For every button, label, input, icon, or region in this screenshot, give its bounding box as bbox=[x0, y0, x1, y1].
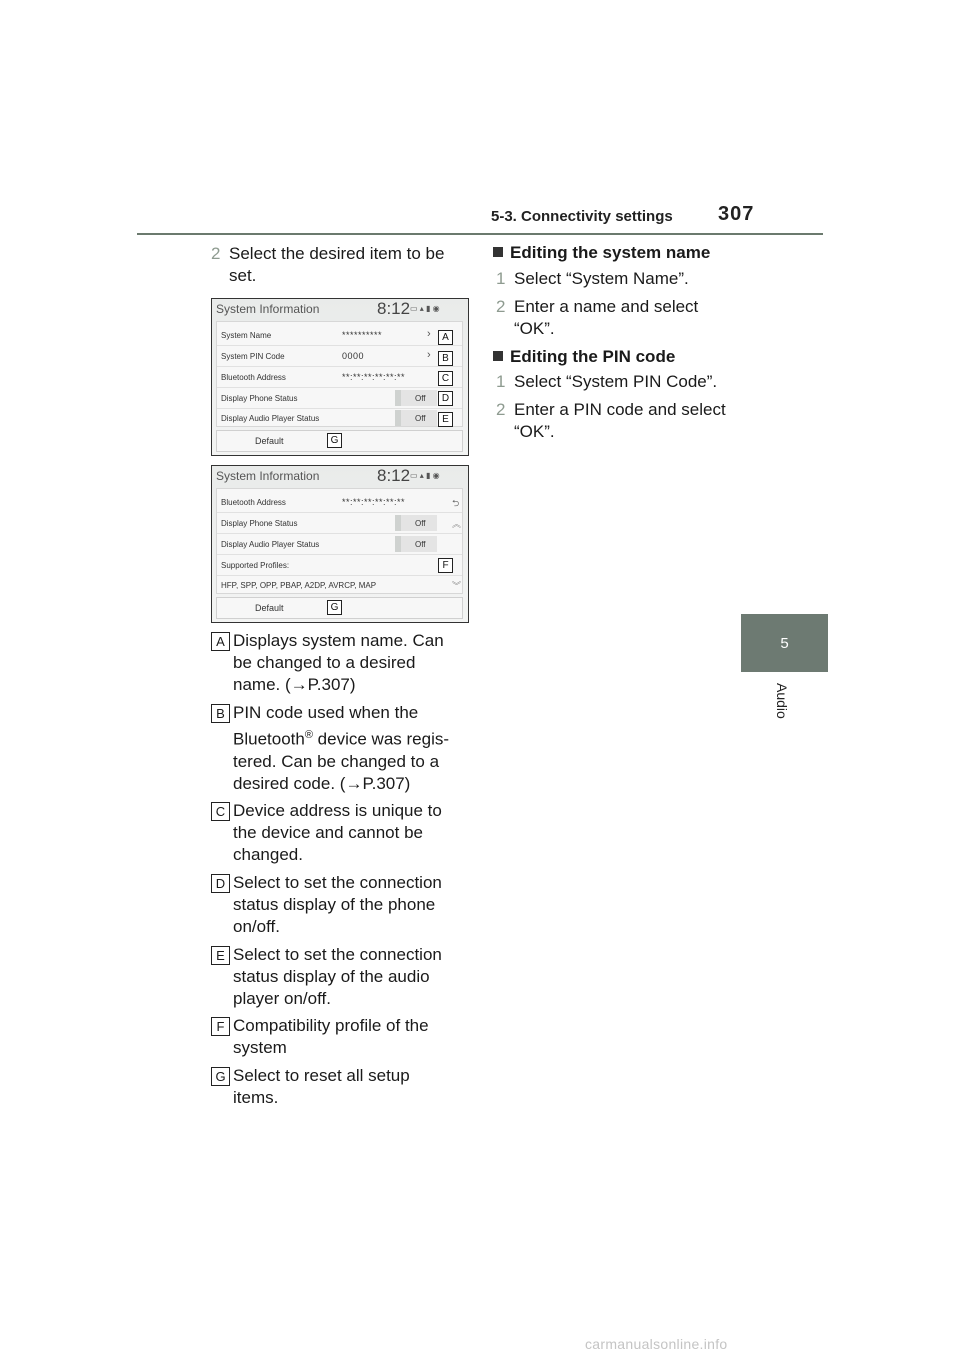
heading-text: Editing the PIN code bbox=[510, 347, 676, 366]
step-1-pin-code bbox=[496, 371, 756, 393]
legend-key: F bbox=[211, 1017, 230, 1036]
step-text: Select the desired item to be set. bbox=[229, 244, 445, 285]
settings-list bbox=[216, 321, 463, 427]
callout-f: F bbox=[438, 558, 453, 573]
bullet-square-icon bbox=[493, 351, 503, 361]
callout-d: D bbox=[438, 391, 453, 406]
row-label: Supported Profiles: bbox=[221, 561, 290, 570]
legend-key: A bbox=[211, 632, 230, 651]
step-number: 1 bbox=[496, 372, 506, 391]
row-display-audio-player-status[interactable] bbox=[217, 408, 462, 428]
header-rule bbox=[137, 233, 823, 235]
status-icons: ▭ ▴ ▮ ◉ bbox=[410, 471, 440, 480]
legend-text: Select to reset all setup items. bbox=[233, 1066, 410, 1107]
toggle-value: Off bbox=[415, 519, 426, 528]
row-label: Display Phone Status bbox=[221, 519, 298, 528]
scroll-up-icon[interactable]: ︽ bbox=[452, 519, 462, 529]
step-number: 2 bbox=[496, 400, 506, 419]
row-label: Bluetooth Address bbox=[221, 498, 286, 507]
default-label: Default bbox=[255, 603, 284, 613]
step-1-system-name bbox=[496, 268, 756, 290]
row-label: System Name bbox=[221, 331, 272, 340]
row-label: HFP, SPP, OPP, PBAP, A2DP, AVRCP, MAP bbox=[221, 581, 377, 590]
toggle[interactable] bbox=[395, 536, 437, 552]
back-icon[interactable]: ⮌ bbox=[452, 498, 460, 508]
scroll-down-icon[interactable]: ︾ bbox=[452, 581, 462, 591]
registered-mark: ® bbox=[304, 729, 313, 741]
heading-text: Editing the system name bbox=[510, 243, 711, 262]
callout-g: G bbox=[327, 600, 342, 615]
step-2-pin-code bbox=[496, 399, 756, 443]
default-label: Default bbox=[255, 436, 284, 446]
step-2 bbox=[211, 243, 471, 289]
toggle-value: Off bbox=[415, 540, 426, 549]
toggle-value: Off bbox=[415, 414, 426, 423]
step-number: 2 bbox=[496, 297, 506, 316]
row-display-phone-status[interactable] bbox=[217, 388, 462, 409]
row-label: System PIN Code bbox=[221, 352, 285, 361]
callout-g: G bbox=[327, 433, 342, 448]
row-system-name[interactable] bbox=[217, 325, 462, 346]
chapter-label: Audio bbox=[774, 683, 790, 719]
callout-c: C bbox=[438, 371, 453, 386]
toggle[interactable] bbox=[395, 390, 437, 406]
chevron-right-icon: › bbox=[427, 349, 431, 361]
row-value: **:**:**:**:**:** bbox=[342, 497, 406, 507]
chevron-right-icon: › bbox=[427, 328, 431, 340]
clock: 8:12 bbox=[377, 466, 411, 485]
row-value: **:**:**:**:**:** bbox=[342, 372, 406, 382]
screen-title: System Information bbox=[216, 469, 320, 483]
page-number: 307 bbox=[718, 203, 755, 225]
section-heading-system-name bbox=[493, 243, 710, 263]
legend-key: C bbox=[211, 802, 230, 821]
chapter-number: 5 bbox=[780, 634, 789, 652]
row-label: Display Phone Status bbox=[221, 394, 298, 403]
callout-e: E bbox=[438, 412, 453, 427]
row-value: ********** bbox=[342, 330, 383, 340]
row-label: Display Audio Player Status bbox=[221, 540, 320, 549]
toggle-value: Off bbox=[415, 394, 426, 403]
screenshot-system-information-2 bbox=[211, 465, 469, 623]
legend-text: Select to set the connection status display of the audio player on/off. bbox=[233, 945, 442, 1008]
toggle[interactable] bbox=[395, 515, 437, 531]
step-2-system-name bbox=[496, 296, 756, 340]
step-number: 2 bbox=[211, 244, 221, 263]
step-number: 1 bbox=[496, 269, 506, 288]
legend-key: D bbox=[211, 874, 230, 893]
callout-b: B bbox=[438, 351, 453, 366]
callout-a: A bbox=[438, 330, 453, 345]
chapter-tab bbox=[741, 614, 828, 672]
bullet-square-icon bbox=[493, 247, 503, 257]
row-display-audio-player-status[interactable] bbox=[217, 534, 462, 555]
step-text: Enter a PIN code and select “OK”. bbox=[514, 400, 726, 441]
legend-key: G bbox=[211, 1067, 230, 1086]
row-label: Bluetooth Address bbox=[221, 373, 286, 382]
legend-text-post: device was regis- tered. Can be changed to a desired code. (→P.307) bbox=[233, 729, 450, 793]
toggle[interactable] bbox=[395, 410, 437, 426]
step-text: Select “System Name”. bbox=[514, 269, 689, 288]
row-bluetooth-address bbox=[217, 492, 462, 513]
legend-text-pre: PIN code used when the Bluetooth bbox=[233, 703, 419, 749]
row-label: Display Audio Player Status bbox=[221, 414, 320, 423]
row-supported-profiles bbox=[217, 555, 462, 576]
row-bluetooth-address bbox=[217, 367, 462, 388]
legend-key: B bbox=[211, 704, 230, 723]
row-value: 0000 bbox=[342, 351, 365, 361]
step-text: Enter a name and select “OK”. bbox=[514, 297, 699, 338]
legend-text: Displays system name. Can be changed to a desired name. (→P.307) bbox=[233, 631, 444, 694]
section-title: 5-3. Connectivity settings bbox=[491, 208, 673, 225]
legend-key: E bbox=[211, 946, 230, 965]
clock: 8:12 bbox=[377, 299, 411, 318]
legend-text: Device address is unique to the device and cannot be changed. bbox=[233, 801, 442, 864]
status-icons: ▭ ▴ ▮ ◉ bbox=[410, 304, 440, 313]
watermark: carmanualsonline.info bbox=[585, 1336, 728, 1352]
row-profiles-list bbox=[217, 575, 462, 595]
section-heading-pin-code bbox=[493, 347, 675, 367]
step-text: Select “System PIN Code”. bbox=[514, 372, 718, 391]
row-display-phone-status[interactable] bbox=[217, 513, 462, 534]
screenshot-system-information-1 bbox=[211, 298, 469, 456]
screen-title: System Information bbox=[216, 302, 320, 316]
settings-list bbox=[216, 488, 463, 594]
legend-text: Compatibility profile of the system bbox=[233, 1016, 429, 1057]
row-system-pin-code[interactable] bbox=[217, 346, 462, 367]
legend-text: Select to set the connection status display of the phone on/off. bbox=[233, 873, 442, 936]
legend-text bbox=[233, 702, 468, 795]
